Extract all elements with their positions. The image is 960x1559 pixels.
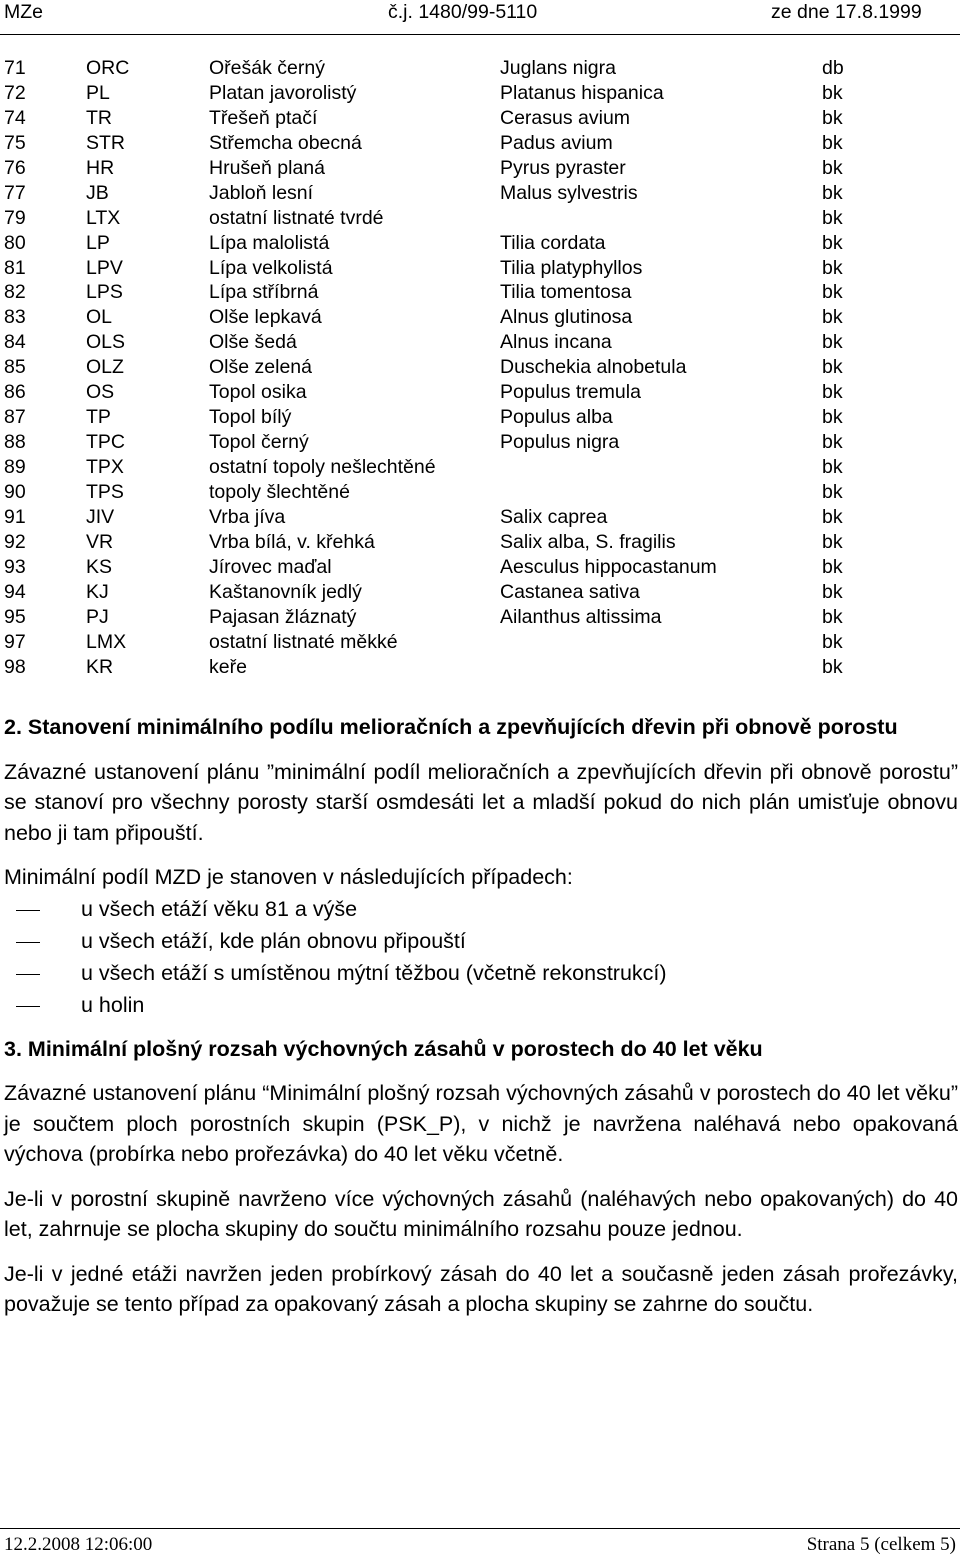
- table-row: [0, 106, 960, 131]
- species-code-cell: OLZ: [86, 356, 124, 379]
- table-row: [0, 256, 960, 281]
- czech-name-cell: Olše zelená: [209, 356, 312, 379]
- table-row: [0, 480, 960, 505]
- species-code-cell: LP: [86, 231, 110, 254]
- latin-name-cell: Platanus hispanica: [500, 81, 664, 104]
- latin-name-cell: Salix caprea: [500, 505, 608, 528]
- table-row: [0, 580, 960, 605]
- list-item-text: u všech etáží věku 81 a výše: [81, 896, 358, 921]
- czech-name-cell: Třešeň ptačí: [209, 106, 318, 129]
- table-row: [0, 405, 960, 430]
- document-body: [4, 712, 958, 1320]
- czech-name-cell: ostatní topoly nešlechtěné: [209, 456, 436, 478]
- czech-name-cell: Lípa velkolistá: [209, 256, 333, 279]
- type-code-cell: bk: [822, 231, 843, 254]
- table-row: [0, 355, 960, 380]
- latin-name-cell: Aesculus hippocastanum: [500, 555, 717, 578]
- list-item-text: u holin: [81, 992, 145, 1017]
- type-code-cell: bk: [822, 306, 843, 329]
- latin-name-cell: Tilia platyphyllos: [500, 256, 643, 279]
- latin-name-cell: Populus nigra: [500, 431, 620, 454]
- species-code-cell: TR: [86, 106, 112, 129]
- species-code-cell: VR: [86, 530, 114, 553]
- table-row: [0, 380, 960, 405]
- type-code-cell: bk: [822, 630, 843, 653]
- row-number-cell: 80: [4, 231, 26, 254]
- latin-name-cell: Populus tremula: [500, 381, 641, 404]
- table-row: [0, 605, 960, 630]
- header-reference-number: č.j. 1480/99-5110: [388, 1, 538, 23]
- table-row: [0, 430, 960, 455]
- row-number-cell: 76: [4, 156, 26, 179]
- species-code-cell: STR: [86, 131, 125, 154]
- czech-name-cell: Lípa stříbrná: [209, 281, 319, 304]
- table-row: [0, 555, 960, 580]
- type-code-cell: bk: [822, 505, 843, 528]
- dash-bullet-icon: [16, 942, 40, 944]
- type-code-cell: bk: [822, 480, 843, 503]
- row-number-cell: 84: [4, 331, 26, 354]
- species-code-cell: KJ: [86, 580, 109, 603]
- type-code-cell: bk: [822, 256, 843, 279]
- footer-timestamp: 12.2.2008 12:06:00: [4, 1534, 153, 1555]
- species-code-cell: LPS: [86, 281, 123, 304]
- dash-bullet-icon: [16, 910, 40, 912]
- czech-name-cell: Topol bílý: [209, 406, 292, 429]
- type-code-cell: bk: [822, 206, 843, 229]
- table-row: [0, 305, 960, 330]
- section-3-paragraph-1: Závazné ustanovení plánu “Minimální plošný rozsah výchovných zásahů v porostech do 40 let věku” je součtem ploch porostních skupin (PSK_P), v nichž je navržena naléhavá nebo opakovaná výchova (probírka nebo prořezávka) do 40 let věku včetně.: [4, 1081, 958, 1166]
- species-code-cell: JIV: [86, 505, 115, 528]
- page-header: [0, 0, 960, 35]
- species-code-cell: OS: [86, 381, 115, 404]
- species-code-cell: HR: [86, 156, 115, 179]
- czech-name-cell: Topol černý: [209, 431, 309, 454]
- table-row: [0, 280, 960, 305]
- type-code-cell: db: [822, 57, 844, 79]
- czech-name-cell: Platan javorolistý: [209, 81, 357, 104]
- section-2-paragraph-2: Minimální podíl MZD je stanoven v následujících případech:: [4, 865, 573, 889]
- table-row: [0, 655, 960, 680]
- latin-name-cell: Alnus incana: [500, 331, 612, 354]
- row-number-cell: 82: [4, 281, 26, 304]
- list-item: [4, 989, 958, 1021]
- table-row: [0, 630, 960, 655]
- type-code-cell: bk: [822, 356, 843, 379]
- table-row: [0, 455, 960, 480]
- czech-name-cell: Olše šedá: [209, 331, 297, 354]
- type-code-cell: bk: [822, 131, 843, 154]
- row-number-cell: 71: [4, 57, 26, 79]
- row-number-cell: 88: [4, 431, 26, 454]
- latin-name-cell: Tilia tomentosa: [500, 281, 632, 304]
- type-code-cell: bk: [822, 381, 843, 404]
- row-number-cell: 94: [4, 580, 26, 603]
- czech-name-cell: Jírovec maďal: [209, 555, 332, 578]
- species-code-cell: KR: [86, 655, 114, 678]
- dash-bullet-icon: [16, 974, 40, 976]
- section-3-paragraph-2: Je-li v porostní skupině navrženo více výchovných zásahů (naléhavých nebo opakovaných) do 40 let, zahrnuje se plocha skupiny do součtu minimálního rozsahu pouze jednou.: [4, 1186, 958, 1241]
- table-row: [0, 156, 960, 181]
- latin-name-cell: Duschekia alnobetula: [500, 356, 687, 379]
- species-code-cell: TPS: [86, 480, 124, 503]
- latin-name-cell: Ailanthus altissima: [500, 605, 662, 628]
- header-date: ze dne 17.8.1999: [771, 1, 922, 23]
- section-3-heading: 3. Minimální plošný rozsah výchovných zásahů v porostech do 40 let věku: [4, 1036, 763, 1061]
- species-code-cell: OLS: [86, 331, 126, 354]
- czech-name-cell: Hrušeň planá: [209, 156, 325, 179]
- table-row: [0, 330, 960, 355]
- section-3-paragraph-3: Je-li v jedné etáži navržen jeden probírkový zásah do 40 let a současně jeden zásah prořezávky, považuje se tento případ za opakovaný zásah a plocha skupiny se zahrne do součtu.: [4, 1261, 958, 1316]
- latin-name-cell: Cerasus avium: [500, 106, 631, 129]
- latin-name-cell: Tilia cordata: [500, 231, 606, 254]
- row-number-cell: 91: [4, 505, 26, 528]
- species-code-cell: JB: [86, 181, 109, 204]
- row-number-cell: 95: [4, 605, 26, 628]
- species-code-cell: TPC: [86, 431, 125, 454]
- list-item: [4, 925, 958, 957]
- table-row: [0, 505, 960, 530]
- species-code-cell: OL: [86, 306, 113, 329]
- row-number-cell: 79: [4, 206, 26, 229]
- row-number-cell: 98: [4, 655, 26, 678]
- species-code-cell: KS: [86, 555, 113, 578]
- table-row: [0, 56, 960, 81]
- row-number-cell: 90: [4, 480, 26, 503]
- row-number-cell: 87: [4, 406, 26, 429]
- row-number-cell: 72: [4, 81, 26, 104]
- table-row: [0, 206, 960, 231]
- czech-name-cell: Kaštanovník jedlý: [209, 580, 362, 603]
- type-code-cell: bk: [822, 331, 843, 354]
- czech-name-cell: ostatní listnaté tvrdé: [209, 206, 384, 229]
- czech-name-cell: ostatní listnaté měkké: [209, 630, 398, 653]
- type-code-cell: bk: [822, 431, 843, 454]
- czech-name-cell: Lípa malolistá: [209, 231, 330, 254]
- latin-name-cell: Alnus glutinosa: [500, 306, 633, 329]
- species-code-cell: PJ: [86, 605, 109, 628]
- row-number-cell: 93: [4, 555, 26, 578]
- footer-page-number: Strana 5 (celkem 5): [806, 1534, 956, 1555]
- table-row: [0, 81, 960, 106]
- type-code-cell: bk: [822, 530, 843, 553]
- mzd-cases-list: [4, 893, 958, 1021]
- table-row: [0, 231, 960, 256]
- type-code-cell: bk: [822, 605, 843, 628]
- type-code-cell: bk: [822, 456, 843, 478]
- czech-name-cell: Jabloň lesní: [209, 181, 314, 204]
- row-number-cell: 77: [4, 181, 26, 204]
- table-row: [0, 530, 960, 555]
- dash-bullet-icon: [16, 1006, 40, 1008]
- page-footer: [0, 1528, 960, 1559]
- row-number-cell: 75: [4, 131, 26, 154]
- czech-name-cell: topoly šlechtěné: [209, 480, 350, 503]
- species-code-cell: LMX: [86, 630, 127, 653]
- header-ministry: MZe: [4, 1, 43, 23]
- row-number-cell: 86: [4, 381, 26, 404]
- czech-name-cell: Ořešák černý: [209, 57, 325, 79]
- table-row: [0, 131, 960, 156]
- type-code-cell: bk: [822, 655, 843, 678]
- species-code-cell: TPX: [86, 456, 124, 478]
- latin-name-cell: Pyrus pyraster: [500, 156, 626, 179]
- type-code-cell: bk: [822, 406, 843, 429]
- list-item: [4, 957, 958, 989]
- type-code-cell: bk: [822, 181, 843, 204]
- species-code-cell: PL: [86, 81, 110, 104]
- row-number-cell: 92: [4, 530, 26, 553]
- czech-name-cell: Vrba bílá, v. křehká: [209, 530, 375, 553]
- latin-name-cell: Castanea sativa: [500, 580, 640, 603]
- section-2-heading: 2. Stanovení minimálního podílu melioračních a zpevňujících dřevin při obnově porostu: [4, 715, 898, 739]
- type-code-cell: bk: [822, 106, 843, 129]
- czech-name-cell: Topol osika: [209, 381, 307, 404]
- type-code-cell: bk: [822, 81, 843, 104]
- czech-name-cell: Olše lepkavá: [209, 306, 322, 329]
- latin-name-cell: Padus avium: [500, 131, 613, 154]
- list-item: [4, 893, 958, 925]
- row-number-cell: 83: [4, 306, 26, 329]
- species-code-cell: ORC: [86, 57, 130, 79]
- type-code-cell: bk: [822, 580, 843, 603]
- type-code-cell: bk: [822, 281, 843, 304]
- latin-name-cell: Malus sylvestris: [500, 181, 638, 204]
- czech-name-cell: Vrba jíva: [209, 505, 286, 528]
- latin-name-cell: Populus alba: [500, 406, 613, 429]
- section-2-paragraph-1: Závazné ustanovení plánu ”minimální podíl melioračních a zpevňujících dřevin při obnově porostu” se stanoví pro všechny porosty starší osmdesáti let a mladší pokud do nich plán umisťuje obnovu nebo ji tam připouští.: [4, 759, 958, 845]
- row-number-cell: 74: [4, 106, 26, 129]
- row-number-cell: 81: [4, 256, 26, 279]
- species-code-cell: TP: [86, 406, 111, 429]
- list-item-text: u všech etáží, kde plán obnovu připouští: [81, 928, 466, 953]
- table-row: [0, 181, 960, 206]
- species-table: [0, 56, 960, 679]
- row-number-cell: 89: [4, 456, 26, 478]
- type-code-cell: bk: [822, 555, 843, 578]
- row-number-cell: 97: [4, 630, 26, 653]
- species-code-cell: LTX: [86, 206, 121, 229]
- type-code-cell: bk: [822, 156, 843, 179]
- row-number-cell: 85: [4, 356, 26, 379]
- species-code-cell: LPV: [86, 256, 123, 279]
- czech-name-cell: keře: [209, 655, 247, 678]
- latin-name-cell: Salix alba, S. fragilis: [500, 530, 676, 553]
- czech-name-cell: Střemcha obecná: [209, 131, 362, 154]
- latin-name-cell: Juglans nigra: [500, 57, 616, 79]
- list-item-text: u všech etáží s umístěnou mýtní těžbou (včetně rekonstrukcí): [81, 960, 667, 985]
- czech-name-cell: Pajasan žláznatý: [209, 605, 357, 628]
